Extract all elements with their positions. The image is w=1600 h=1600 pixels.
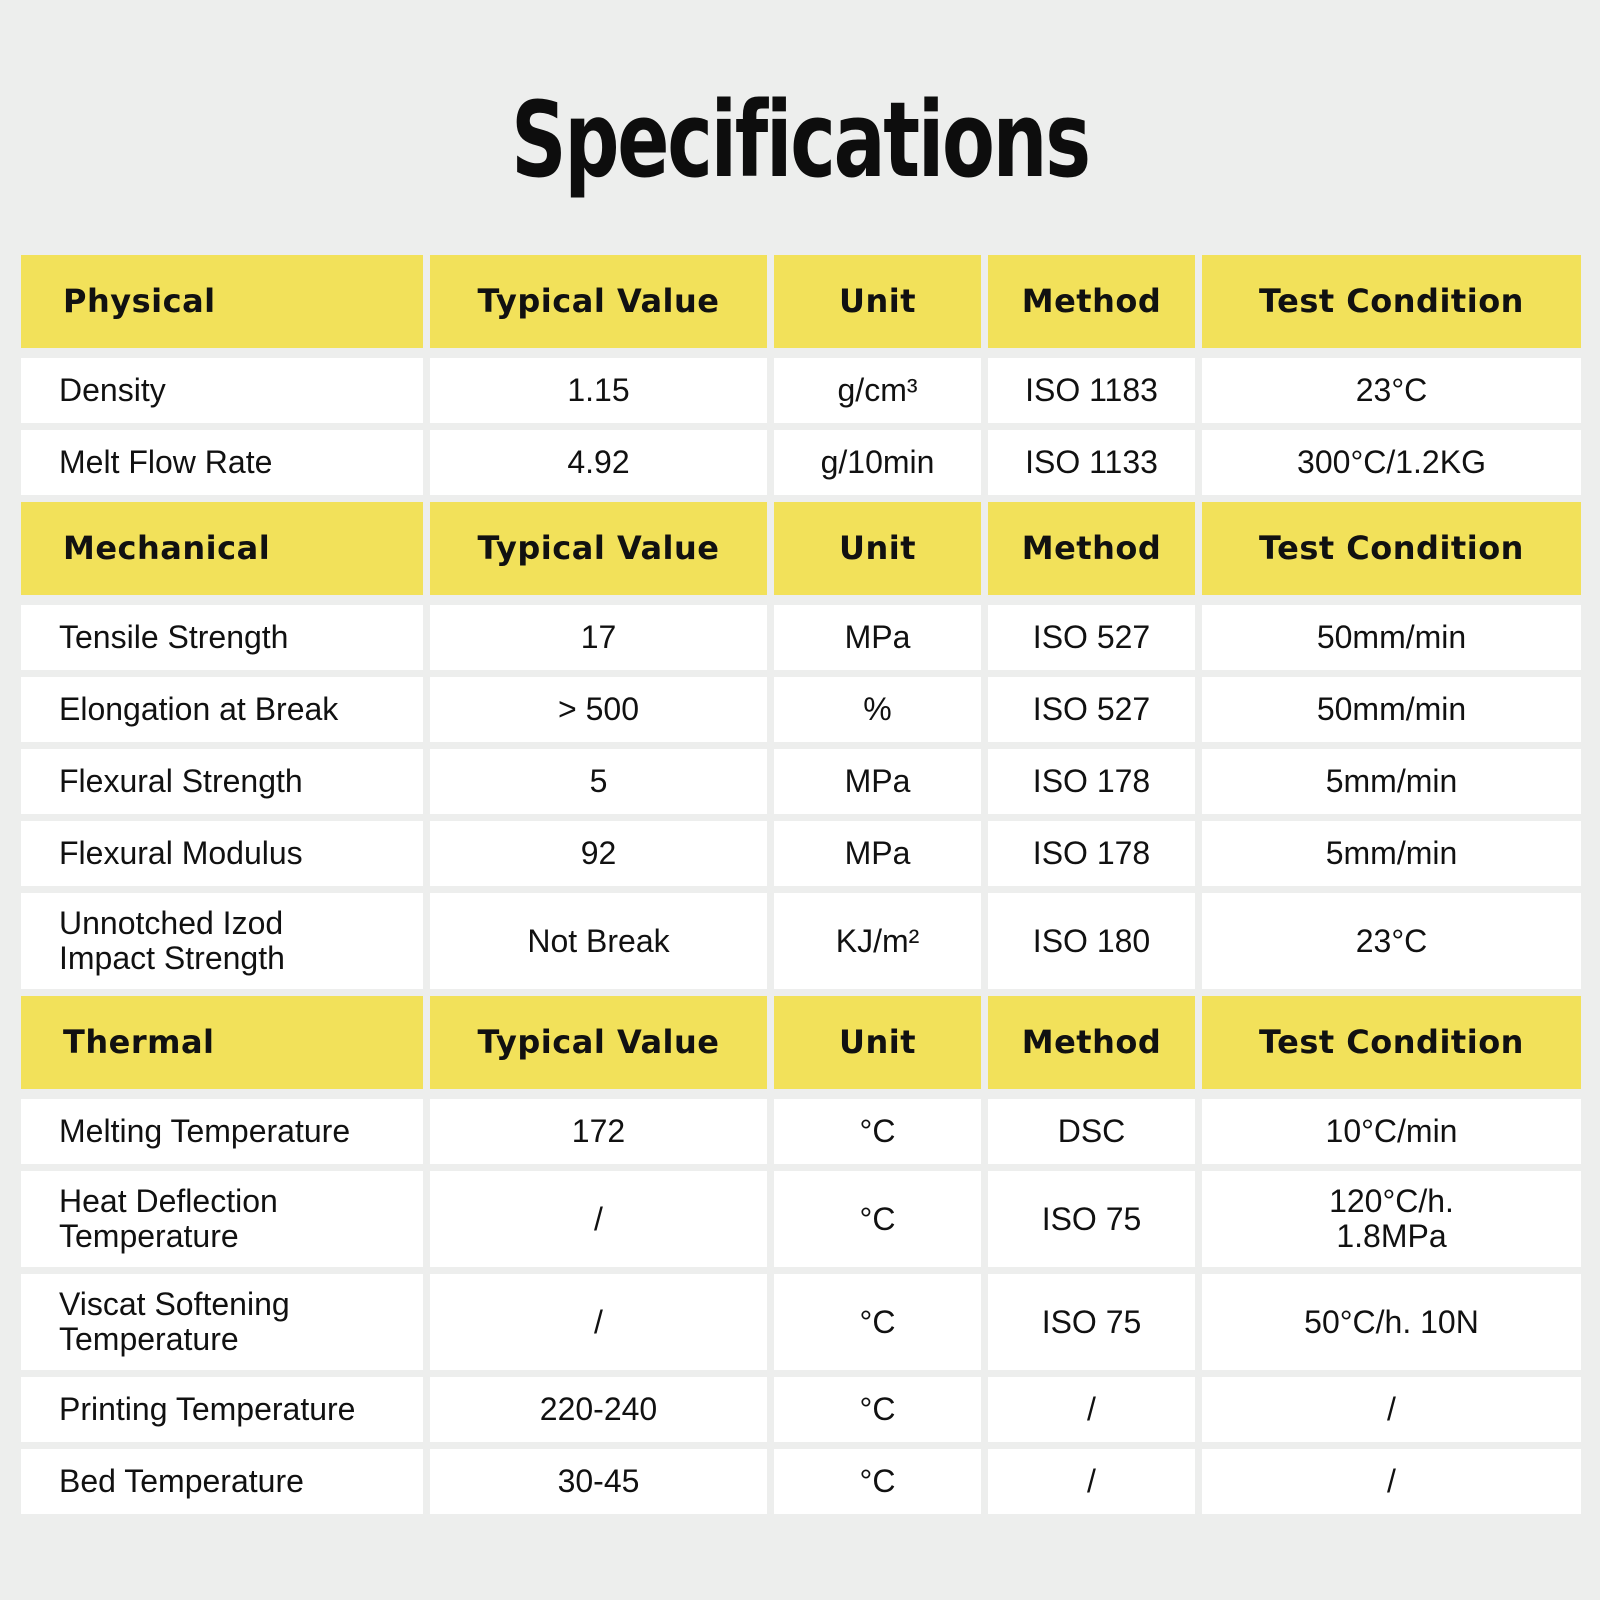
header-typical-value: Typical Value <box>430 255 767 348</box>
property-name: Printing Temperature <box>21 1377 423 1442</box>
header-category: Mechanical <box>21 502 423 595</box>
method: ISO 527 <box>988 677 1195 742</box>
table-row <box>21 821 1581 886</box>
typical-value: / <box>430 1171 767 1267</box>
table-row <box>21 1171 1581 1267</box>
page-title: Specifications <box>511 79 1089 201</box>
method: ISO 1133 <box>988 430 1195 495</box>
property-name: Melting Temperature <box>21 1099 423 1164</box>
typical-value: 17 <box>430 605 767 670</box>
method: ISO 75 <box>988 1171 1195 1267</box>
specifications-table <box>21 255 1581 1521</box>
unit: % <box>774 677 981 742</box>
table-row <box>21 358 1581 423</box>
property-name: Tensile Strength <box>21 605 423 670</box>
unit: °C <box>774 1449 981 1514</box>
property-name: Melt Flow Rate <box>21 430 423 495</box>
method: ISO 178 <box>988 821 1195 886</box>
property-name: Heat Deflection Temperature <box>21 1171 423 1267</box>
test-condition: 5mm/min <box>1202 821 1581 886</box>
table-row <box>21 430 1581 495</box>
typical-value: 4.92 <box>430 430 767 495</box>
property-name: Elongation at Break <box>21 677 423 742</box>
header-category: Physical <box>21 255 423 348</box>
header-category: Thermal <box>21 996 423 1089</box>
typical-value: 1.15 <box>430 358 767 423</box>
unit: °C <box>774 1377 981 1442</box>
method: DSC <box>988 1099 1195 1164</box>
header-typical-value: Typical Value <box>430 502 767 595</box>
header-method: Method <box>988 255 1195 348</box>
test-condition: / <box>1202 1377 1581 1442</box>
unit: °C <box>774 1171 981 1267</box>
section-header-mechanical <box>21 502 1581 595</box>
unit: MPa <box>774 605 981 670</box>
unit: MPa <box>774 821 981 886</box>
test-condition: 120°C/h. 1.8MPa <box>1202 1171 1581 1267</box>
property-name: Flexural Modulus <box>21 821 423 886</box>
table-row <box>21 1274 1581 1370</box>
property-name: Bed Temperature <box>21 1449 423 1514</box>
test-condition: 23°C <box>1202 358 1581 423</box>
unit: MPa <box>774 749 981 814</box>
header-test-condition: Test Condition <box>1202 996 1581 1089</box>
table-row <box>21 1099 1581 1164</box>
typical-value: 5 <box>430 749 767 814</box>
method: ISO 75 <box>988 1274 1195 1370</box>
typical-value: > 500 <box>430 677 767 742</box>
method: ISO 178 <box>988 749 1195 814</box>
typical-value: 92 <box>430 821 767 886</box>
test-condition: 50°C/h. 10N <box>1202 1274 1581 1370</box>
typical-value: / <box>430 1274 767 1370</box>
unit: g/cm³ <box>774 358 981 423</box>
typical-value: 172 <box>430 1099 767 1164</box>
table-row <box>21 677 1581 742</box>
method: / <box>988 1449 1195 1514</box>
table-row <box>21 1449 1581 1514</box>
unit: g/10min <box>774 430 981 495</box>
test-condition: 300°C/1.2KG <box>1202 430 1581 495</box>
table-row <box>21 605 1581 670</box>
property-name: Density <box>21 358 423 423</box>
header-unit: Unit <box>774 502 981 595</box>
header-unit: Unit <box>774 255 981 348</box>
unit: °C <box>774 1099 981 1164</box>
section-header-physical <box>21 255 1581 348</box>
method: ISO 527 <box>988 605 1195 670</box>
method: / <box>988 1377 1195 1442</box>
header-unit: Unit <box>774 996 981 1089</box>
section-header-thermal <box>21 996 1581 1089</box>
header-test-condition: Test Condition <box>1202 255 1581 348</box>
test-condition: 50mm/min <box>1202 677 1581 742</box>
typical-value: 220-240 <box>430 1377 767 1442</box>
table-row <box>21 893 1581 989</box>
typical-value: 30-45 <box>430 1449 767 1514</box>
property-name: Viscat Softening Temperature <box>21 1274 423 1370</box>
header-method: Method <box>988 502 1195 595</box>
table-row <box>21 1377 1581 1442</box>
test-condition: 10°C/min <box>1202 1099 1581 1164</box>
test-condition: 5mm/min <box>1202 749 1581 814</box>
header-method: Method <box>988 996 1195 1089</box>
method: ISO 180 <box>988 893 1195 989</box>
unit: °C <box>774 1274 981 1370</box>
test-condition: 23°C <box>1202 893 1581 989</box>
property-name: Unnotched Izod Impact Strength <box>21 893 423 989</box>
method: ISO 1183 <box>988 358 1195 423</box>
test-condition: 50mm/min <box>1202 605 1581 670</box>
test-condition: / <box>1202 1449 1581 1514</box>
header-typical-value: Typical Value <box>430 996 767 1089</box>
typical-value: Not Break <box>430 893 767 989</box>
header-test-condition: Test Condition <box>1202 502 1581 595</box>
property-name: Flexural Strength <box>21 749 423 814</box>
unit: KJ/m² <box>774 893 981 989</box>
table-row <box>21 749 1581 814</box>
